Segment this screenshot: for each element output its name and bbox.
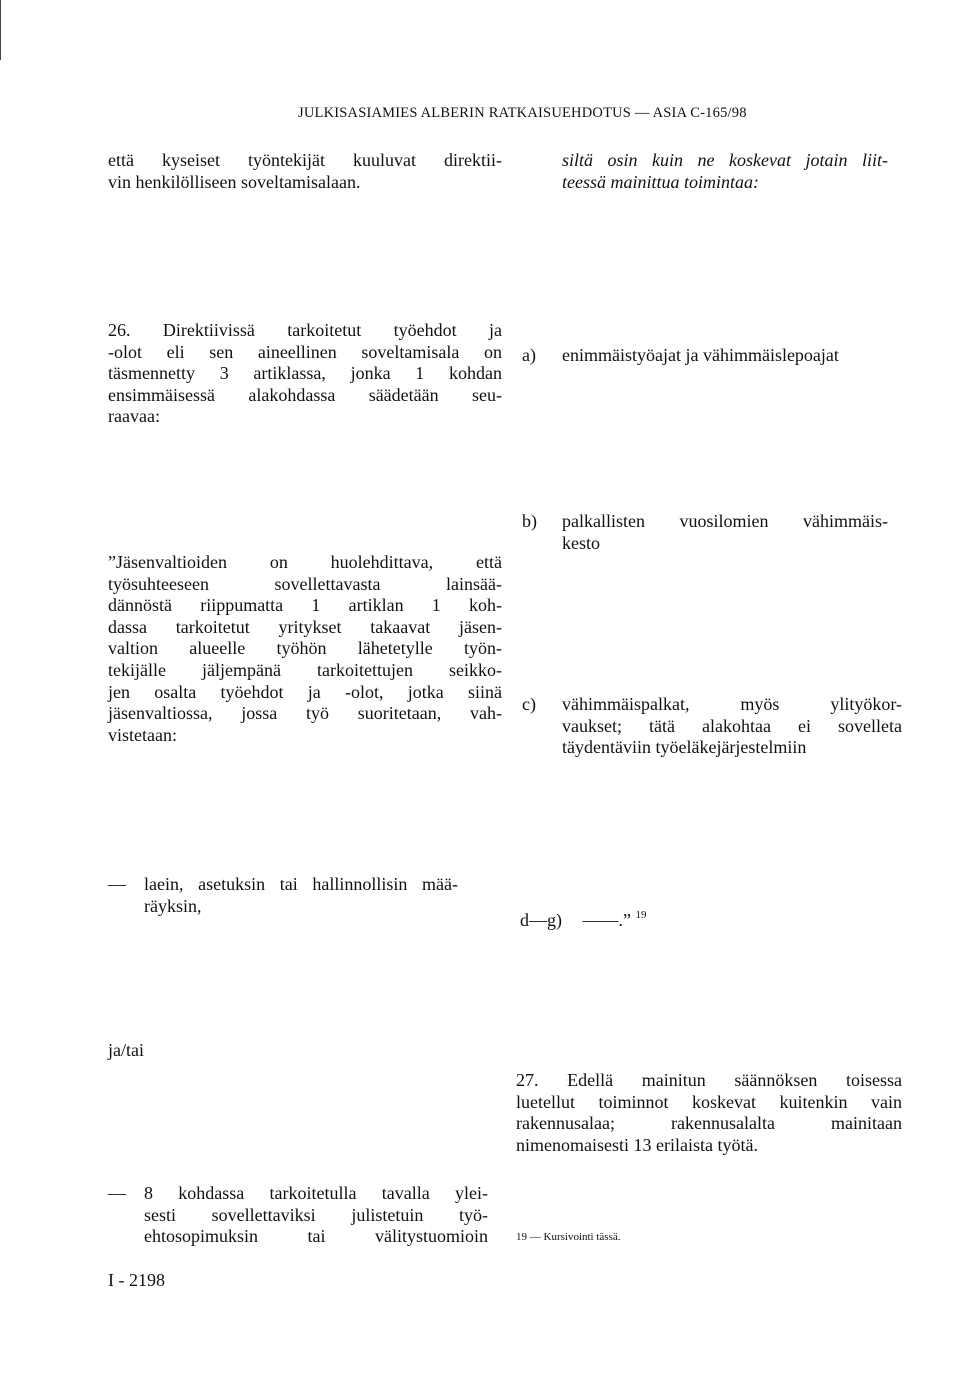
text-line: täsmennetty 3 artiklassa, jonka 1 kohdan (108, 363, 502, 384)
text-line: tekijälle jäljempänä tarkoitettujen seikko- (108, 659, 502, 680)
item-label-dg-text: d—g) (520, 910, 562, 930)
text-line: räyksin, (144, 895, 202, 916)
page-edge-mark (0, 0, 1, 60)
item-text-dg: ——.” (582, 910, 631, 930)
page-header: JULKISASIAMIES ALBERIN RATKAISUEHDOTUS — ASIA C-165/98 (298, 105, 747, 121)
right-intro (562, 150, 888, 193)
text-line: työsuhteeseen sovellettavasta lainsää- (108, 573, 502, 594)
text-line: siltä osin kuin ne koskevat jotain liit- (562, 150, 888, 170)
text-line: vin henkilölliseen soveltamisalaan. (108, 171, 361, 192)
text-line: -olot eli sen aineellinen soveltamisala on (108, 341, 502, 362)
text-line: ”Jäsenvaltioiden on huolehdittava, että (108, 552, 502, 572)
text-line: sesti sovellettaviksi julistetuin työ- (144, 1204, 488, 1225)
paragraph-26 (108, 320, 502, 428)
item-text-c (562, 694, 902, 759)
footnote-19: 19 — Kursivointi tässä. (516, 1231, 621, 1243)
text-line: dassa tarkoitetut yritykset takaavat jäsen- (108, 616, 502, 637)
item-text-b (562, 511, 888, 554)
text-line: 27. Edellä mainitun säännöksen toisessa (516, 1070, 902, 1090)
text-line: dännöstä riippumatta 1 artiklan 1 koh- (108, 595, 502, 616)
text-line: teessä mainittua toimintaa: (562, 171, 759, 192)
dash-item-agreements (144, 1183, 488, 1248)
directive-quote (108, 552, 502, 746)
text-line: laein, asetuksin tai hallinnollisin mää- (144, 874, 458, 894)
item-label-dg (520, 905, 647, 932)
item-label-a: a) (522, 345, 536, 365)
text-line: jäsenvaltiossa, jossa työ suoritetaan, vah- (108, 703, 502, 724)
text-line: luetellut toiminnot koskevat kuitenkin vain (516, 1091, 902, 1112)
text-line: että kyseiset työntekijät kuuluvat direktii- (108, 150, 502, 170)
text-line: palkallisten vuosilomien vähimmäis- (562, 511, 888, 531)
text-line: 26. Direktiivissä tarkoitetut työehdot ja (108, 320, 502, 340)
dash-mark-2: — (108, 1183, 126, 1203)
text-line: valtion alueelle työhön lähetetylle työn- (108, 638, 502, 659)
text-line: 8 kohdassa tarkoitetulla tavalla ylei- (144, 1183, 488, 1203)
item-label-b: b) (522, 511, 537, 531)
paragraph-27 (516, 1070, 902, 1156)
dash-mark-1: — (108, 874, 126, 894)
text-line: täydentäviin työeläkejärjestelmiin (562, 737, 807, 758)
text-line: vistetaan: (108, 724, 177, 745)
text-line: vaukset; tätä alakohtaa ei sovelleta (562, 715, 902, 736)
text-line: ehtosopimuksin tai välitystuomioin (144, 1226, 488, 1247)
text-line: vähimmäispalkat, myös ylityökor- (562, 694, 902, 714)
dash-item-laws (144, 874, 458, 917)
text-line: ensimmäisessä alakohdassa säädetään seu- (108, 384, 502, 405)
text-line: raavaa: (108, 406, 160, 427)
text-line: kesto (562, 532, 600, 553)
text-line: jen osalta työehdot ja -olot, jotka siinä (108, 681, 502, 702)
and-or-connector: ja/tai (108, 1040, 144, 1060)
page-number: I - 2198 (108, 1270, 165, 1290)
item-label-c: c) (522, 694, 536, 714)
left-intro (108, 150, 502, 193)
text-line: rakennusalaa; rakennusalalta mainitaan (516, 1113, 902, 1134)
text-line: nimenomaisesti 13 erilaista työtä. (516, 1134, 758, 1155)
item-text-a: enimmäistyöajat ja vähimmäislepoajat (562, 345, 839, 365)
footnote-ref-19: 19 (635, 909, 647, 921)
